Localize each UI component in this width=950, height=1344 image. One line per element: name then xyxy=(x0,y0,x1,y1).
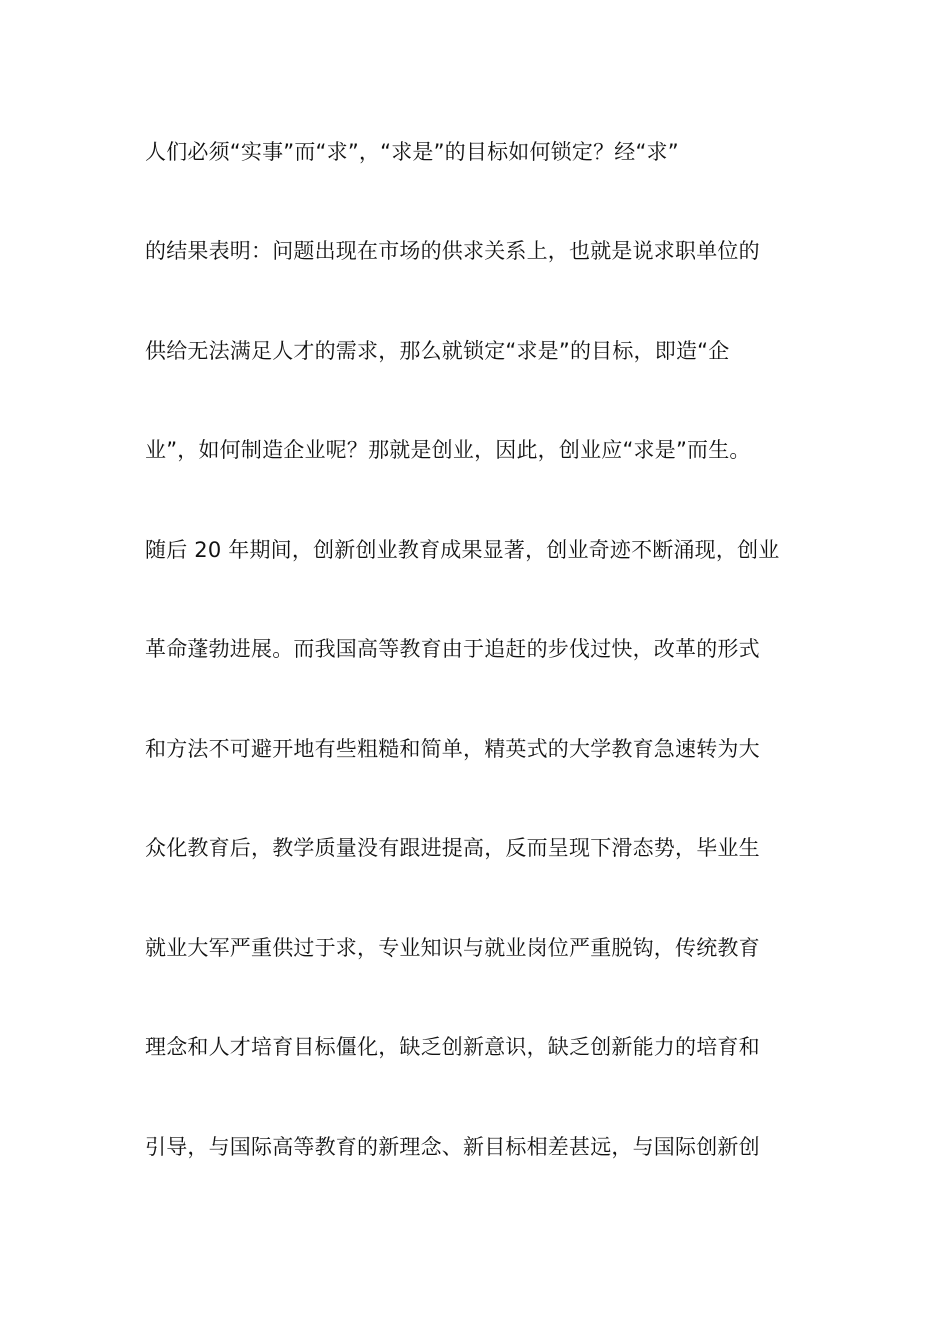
paragraph-line-3: 供给无法满足人才的需求，那么就锁定“求是”的目标，即造“企 xyxy=(145,339,730,363)
paragraph-line-2: 的结果表明：问题出现在市场的供求关系上，也就是说求职单位的 xyxy=(145,239,760,263)
paragraph-line-1: 人们必须“实事”而“求”，“求是”的目标如何锁定？经“求” xyxy=(145,140,679,164)
paragraph-line-9: 就业大军严重供过于求，专业知识与就业岗位严重脱钩，传统教育 xyxy=(145,936,760,960)
paragraph-line-4: 业”，如何制造企业呢？那就是创业，因此，创业应“求是”而生。 xyxy=(145,438,751,462)
paragraph-line-5: 随后 20 年期间，创新创业教育成果显著，创业奇迹不断涌现，创业 xyxy=(145,538,780,562)
paragraph-line-6: 革命蓬勃进展。而我国高等教育由于追赶的步伐过快，改革的形式 xyxy=(145,637,760,661)
paragraph-line-8: 众化教育后，教学质量没有跟进提高，反而呈现下滑态势，毕业生 xyxy=(145,836,760,860)
paragraph-line-11: 引导，与国际高等教育的新理念、新目标相差甚远，与国际创新创 xyxy=(145,1135,760,1159)
paragraph-line-7: 和方法不可避开地有些粗糙和简单，精英式的大学教育急速转为大 xyxy=(145,737,760,761)
paragraph-line-10: 理念和人才培育目标僵化，缺乏创新意识，缺乏创新能力的培育和 xyxy=(145,1035,760,1059)
